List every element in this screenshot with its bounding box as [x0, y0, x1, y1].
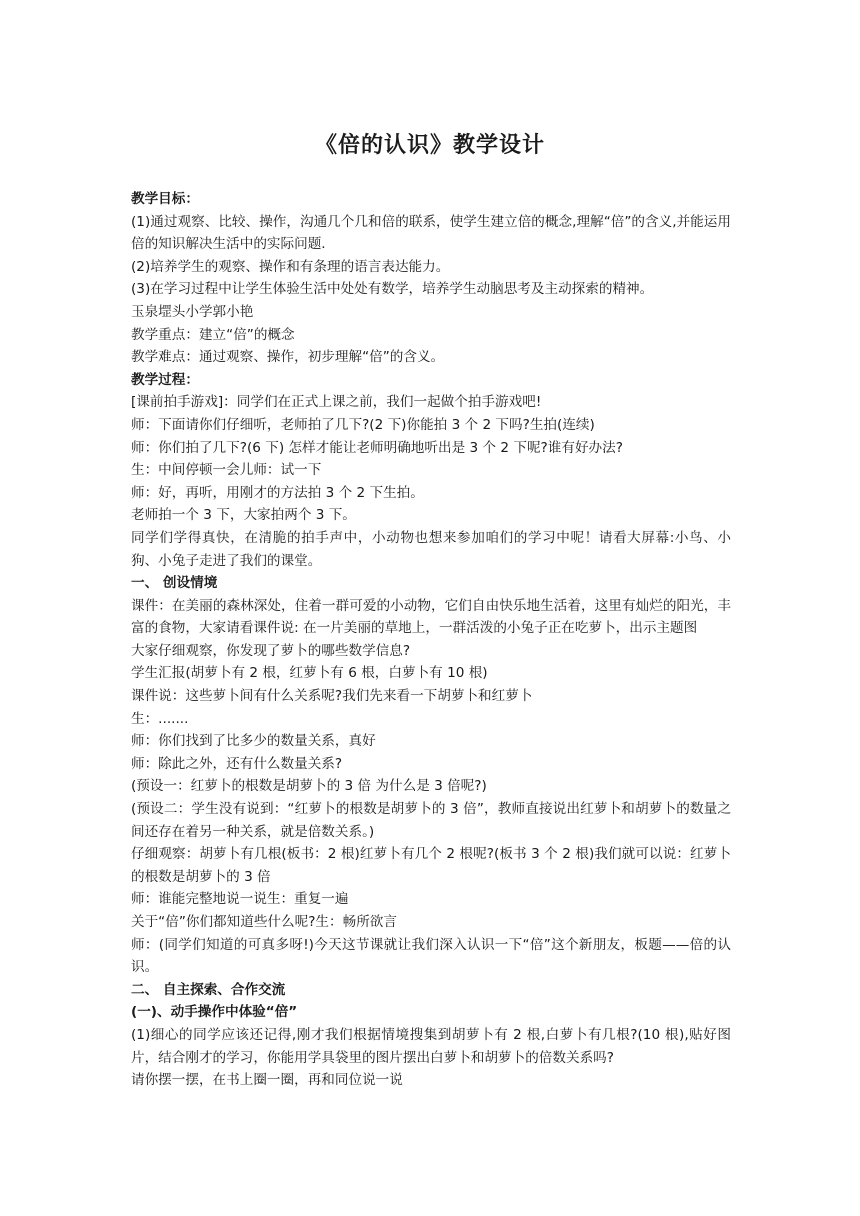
objective-3: (3)在学习过程中让学生体验生活中处处有数学，培养学生动脑思考及主动探索的精神。: [131, 281, 654, 298]
key-point: 教学重点：建立“倍”的概念: [131, 326, 295, 343]
objective-2: (2)培养学生的观察、操作和有条理的语言表达能力。: [131, 258, 450, 275]
author-line: 玉泉堽头小学郭小艳: [131, 303, 254, 320]
paragraph: 师：好，再听，用刚才的方法拍 3 个 2 下生拍。: [131, 484, 424, 501]
objectives-heading: 教学目标：: [131, 191, 199, 207]
paragraph: 同学们学得真快，在清脆的拍手声中，小动物也想来参加咱们的学习中呢！请看大屏幕:小鸟、小狗、小兔子走进了我们的课堂。: [131, 529, 731, 569]
paragraph: 请你摆一摆，在书上圈一圈，再和同位说一说: [131, 1072, 403, 1089]
subsection-heading-1: (一)、动手操作中体验“倍”: [131, 1004, 298, 1021]
paragraph: 生：中间停顿一会儿师：试一下: [131, 462, 322, 479]
paragraph: 关于“倍”你们都知道些什么呢?生：畅所欲言: [131, 914, 397, 930]
paragraph: 师：你们拍了几下?(6 下) 怎样才能让老师明确地听出是 3 个 2 下呢?谁有好办法?: [131, 439, 623, 456]
game-intro: [课前拍手游戏]：同学们在正式上课之前，我们一起做个拍手游戏吧!: [131, 394, 542, 411]
paragraph: 课件：在美丽的森林深处，住着一群可爱的小动物，它们自由快乐地生活着，这里有灿烂的阳光，丰富的食物，大家请看课件说: 在一片美丽的草地上，一群活泼的小兔子正在吃萝卜，出示主题图: [131, 597, 731, 637]
paragraph: 课件说：这些萝卜间有什么关系呢?我们先来看一下胡萝卜和红萝卜: [131, 688, 533, 705]
section-heading-1: 一、 创设情境: [131, 575, 218, 592]
paragraph: 师：除此之外，还有什么数量关系?: [131, 755, 343, 772]
paragraph: 老师拍一个 3 下，大家拍两个 3 下。: [131, 507, 356, 524]
difficulty-point: 教学难点：通过观察、操作，初步理解“倍”的含义。: [131, 349, 445, 366]
document-title: 《倍的认识》教学设计: [314, 133, 545, 158]
paragraph: 师：(同学们知道的可真多呀!)今天这节课就让我们深入认识一下“倍”这个新朋友，板题——倍的认识。: [131, 936, 731, 976]
document-body: [131, 188, 731, 1092]
objective-1: (1)通过观察、比较、操作，沟通几个几和倍的联系，使学生建立倍的概念,理解“倍”的含义,并能运用倍的知识解决生活中的实际问题.: [131, 213, 731, 253]
paragraph: (预设二：学生没有说到：“红萝卜的根数是胡萝卜的 3 倍”，教师直接说出红萝卜和胡萝卜的数量之间还存在着另一种关系，就是倍数关系。): [131, 801, 731, 840]
paragraph: 大家仔细观察，你发现了萝卜的哪些数学信息?: [131, 642, 411, 659]
paragraph: (预设一：红萝卜的根数是胡萝卜的 3 倍 为什么是 3 倍呢?): [131, 778, 487, 795]
section-heading-2: 二、 自主探索、合作交流: [131, 981, 286, 998]
process-heading: 教学过程：: [131, 371, 199, 388]
paragraph: 生：.......: [131, 710, 189, 727]
paragraph: (1)细心的同学应该还记得,刚才我们根据情境搜集到胡萝卜有 2 根,白萝卜有几根?(10 根),贴好图片，结合刚才的学习，你能用学具袋里的图片摆出白萝卜和胡萝卜的倍数关系吗?: [131, 1026, 731, 1066]
paragraph: 师：谁能完整地说一说生：重复一遍: [131, 891, 349, 908]
paragraph: 师：下面请你们仔细听，老师拍了几下?(2 下)你能拍 3 个 2 下吗?生拍(连续): [131, 416, 595, 433]
paragraph: 学生汇报(胡萝卜有 2 根，红萝卜有 6 根，白萝卜有 10 根): [131, 665, 488, 682]
paragraph: 仔细观察：胡萝卜有几根(板书：2 根)红萝卜有几个 2 根呢?(板书 3 个 2 根)我们就可以说：红萝卜的根数是胡萝卜的 3 倍: [131, 846, 731, 885]
paragraph: 师：你们找到了比多少的数量关系，真好: [131, 733, 376, 750]
